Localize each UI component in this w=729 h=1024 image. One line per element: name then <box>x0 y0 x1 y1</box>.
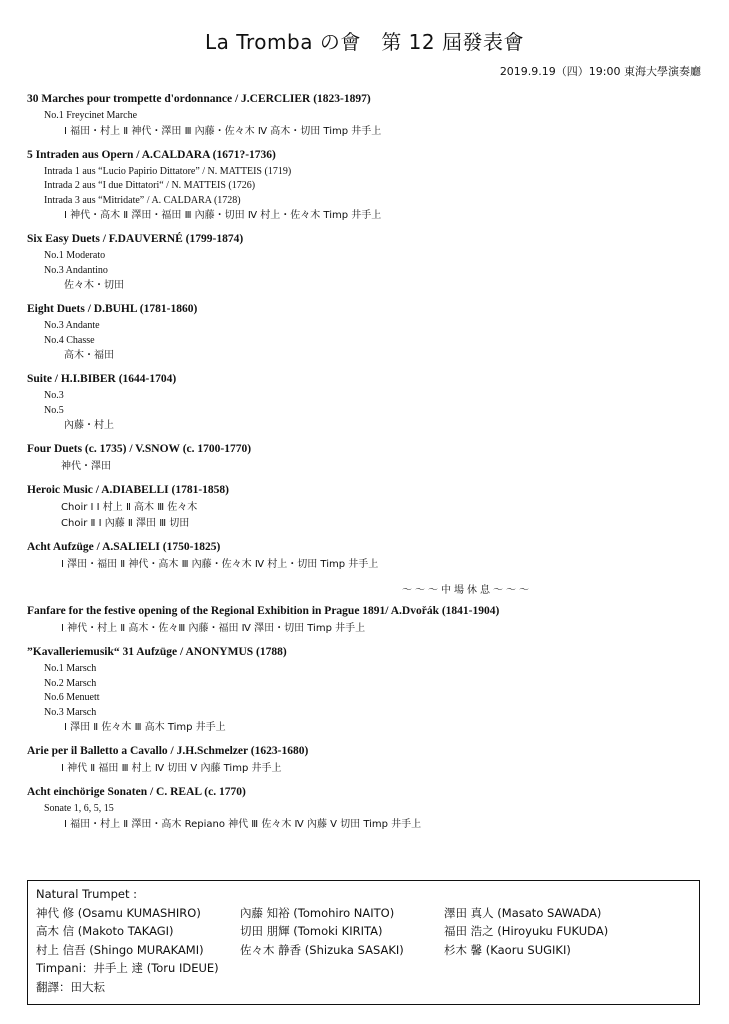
program-piece <box>27 232 707 294</box>
movement-line: No.1 Marsch <box>44 663 97 674</box>
piece-title: Eight Duets / D.BUHL (1781-1860) <box>27 303 198 315</box>
member-name: 澤田 真人 (Masato SAWADA) <box>444 905 602 920</box>
program-piece <box>27 148 707 225</box>
players-line: Ⅰ 澤田 Ⅱ 佐々木 Ⅲ 高木 Timp 井手上 <box>64 722 226 733</box>
piece-title: Four Duets (c. 1735) / V.SNOW (c. 1700-1770) <box>27 443 252 455</box>
movement-line: No.1 Freycinet Marche <box>44 110 138 121</box>
piece-title: Acht Aufzüge / A.SALIELI (1750-1825) <box>27 541 221 553</box>
movement-line: Intrada 1 aus “Lucio Papirio Dittatore” / N. MATTEIS (1719) <box>44 165 292 177</box>
member-name: 高木 信 (Makoto TAKAGI) <box>36 924 174 938</box>
member-name: 神代 修 (Osamu KUMASHIRO) <box>36 905 201 920</box>
movement-line: Intrada 2 aus “I due Dittatori“ / N. MATTEIS (1726) <box>44 180 256 191</box>
players-line: 高木・福田 <box>64 350 114 361</box>
translation-credit: 翻譯：田大耘 <box>36 979 105 994</box>
page-title: La Tromba の會 第 12 屆發表會 <box>204 30 524 54</box>
movement-line: No.3 <box>44 390 64 401</box>
program-piece <box>27 372 707 434</box>
piece-title: ”Kavalleriemusik“ 31 Aufzüge / ANONYMUS (1788) <box>27 646 287 658</box>
program-piece <box>27 92 707 140</box>
movement-line: No.2 Marsch <box>44 677 97 689</box>
piece-title: Six Easy Duets / F.DAUVERNÉ (1799-1874) <box>27 233 244 245</box>
piece-title: Suite / H.I.BIBER (1644-1704) <box>27 373 177 385</box>
players-line: Ⅰ 福田・村上 Ⅱ 神代・澤田 Ⅲ 內藤・佐々木 Ⅳ 高木・切田 Timp 井手上 <box>64 125 382 137</box>
movement-line: Sonate 1, 6, 5, 15 <box>44 803 114 814</box>
players-line: 佐々木・切田 <box>64 280 124 291</box>
members-row <box>36 922 691 941</box>
member-name: 佐々木 静香 (Shizuka SASAKI) <box>240 942 404 957</box>
program-piece <box>27 540 707 573</box>
piece-title: Fanfare for the festive opening of the Regional Exhibition in Prague 1891/ A.Dvořák (1841-1904) <box>27 605 500 617</box>
players-line: Ⅰ 澤田・福田 Ⅱ 神代・高木 Ⅲ 內藤・佐々木 Ⅳ 村上・切田 Timp 井手上 <box>61 559 379 570</box>
program-piece <box>27 744 707 777</box>
players-line: 內藤・村上 <box>64 420 114 431</box>
piece-title: Arie per il Balletto a Cavallo / J.H.Schmelzer (1623-1680) <box>27 745 309 757</box>
players-line: Ⅰ 神代・高木 Ⅱ 澤田・福田 Ⅲ 內藤・切田 Ⅳ 村上・佐々木 Timp 井手上 <box>64 210 382 221</box>
movement-line: No.3 Marsch <box>44 706 97 718</box>
piece-title: Acht einchörige Sonaten / C. REAL (c. 1770) <box>27 786 246 798</box>
program-piece <box>27 785 707 833</box>
movement-line: No.3 Andante <box>44 320 100 331</box>
program-piece <box>27 302 707 364</box>
players-line: Choir Ⅰ Ⅰ 村上 Ⅱ 高木 Ⅲ 佐々木 <box>61 502 198 513</box>
piece-title: 30 Marches pour trompette d'ordonnance / J.CERCLIER (1823-1897) <box>27 93 371 105</box>
movement-line: Intrada 3 aus “Mitridate” / A. CALDARA (1728) <box>44 194 241 206</box>
member-name: 切田 朋輝 (Tomoki KIRITA) <box>240 924 383 938</box>
members-heading: Natural Trumpet : <box>36 887 138 901</box>
players-line: 神代・澤田 <box>61 461 111 472</box>
member-name: 福田 浩之 (Hiroyuku FUKUDA) <box>444 924 609 938</box>
movement-line: No.4 Chasse <box>44 334 95 346</box>
members-row <box>36 904 691 923</box>
players-line: Ⅰ 神代 Ⅱ 福田 Ⅲ 村上 Ⅳ 切田 Ⅴ 內藤 Timp 井手上 <box>61 763 282 774</box>
member-name: 村上 信吾 (Shingo MURAKAMI) <box>36 942 204 957</box>
program-list <box>27 92 707 841</box>
concert-date: 2019.9.19（四）19:00 東海大學演奏廳 <box>499 65 701 78</box>
timpani-credit: Timpani：井手上 達 (Toru IDEUE) <box>36 961 219 975</box>
members-row <box>36 941 691 960</box>
intermission-label: ～～～中場休息～～～ <box>402 585 532 596</box>
program-part-2 <box>27 604 707 833</box>
movement-line: No.6 Menuett <box>44 692 100 703</box>
piece-title: 5 Intraden aus Opern / A.CALDARA (1671?-1736) <box>27 148 276 161</box>
players-line: Ⅰ 福田・村上 Ⅱ 澤田・高木 Repiano 神代 Ⅲ 佐々木 Ⅳ 內藤 Ⅴ 切田 Timp 井手上 <box>64 818 422 830</box>
program-part-1 <box>27 92 707 573</box>
players-line: Choir Ⅱ Ⅰ 內藤 Ⅱ 澤田 Ⅲ 切田 <box>61 518 190 529</box>
members-box <box>27 880 700 1005</box>
players-line: Ⅰ 神代・村上 Ⅱ 高木・佐々Ⅲ 內藤・福田 Ⅳ 澤田・切田 Timp 井手上 <box>61 623 366 634</box>
movement-line: No.5 <box>44 404 64 416</box>
program-piece <box>27 604 707 637</box>
program-piece <box>27 645 707 736</box>
program-piece <box>27 442 707 475</box>
movement-line: No.1 Moderato <box>44 250 106 261</box>
member-name: 杉木 馨 (Kaoru SUGIKI) <box>444 942 571 957</box>
member-name: 內藤 知裕 (Tomohiro NAITO) <box>240 905 395 920</box>
piece-title: Heroic Music / A.DIABELLI (1781-1858) <box>27 484 229 496</box>
movement-line: No.3 Andantino <box>44 264 108 276</box>
program-piece <box>27 483 707 532</box>
